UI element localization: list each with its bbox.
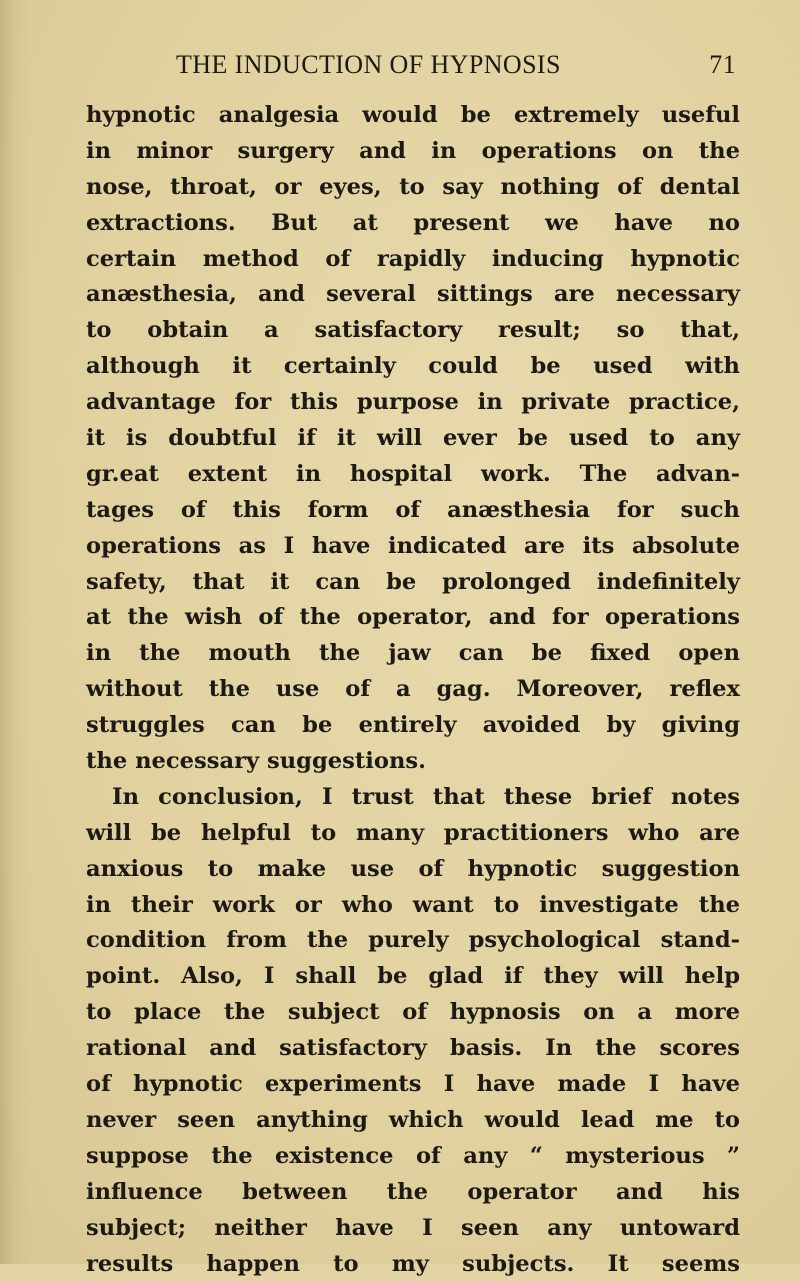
- text-line: hypnotic analgesia would be extremely useful: [86, 98, 740, 134]
- text-line: extractions. But at present we have no: [86, 206, 740, 242]
- text-line: certain method of rapidly inducing hypnotic: [86, 242, 740, 278]
- text-line: nose, throat, or eyes, to say nothing of dental: [86, 170, 740, 206]
- text-line: never seen anything which would lead me to: [86, 1103, 740, 1139]
- text-line: anxious to make use of hypnotic suggestion: [86, 852, 740, 888]
- chapter-title: THE INDUCTION OF HYPNOSIS: [176, 50, 561, 80]
- text-line: anæsthesia, and several sittings are necessary: [86, 277, 740, 313]
- text-line: without the use of a gag. Moreover, reflex: [86, 672, 740, 708]
- text-line: of hypnotic experiments I have made I have: [86, 1067, 740, 1103]
- text-line: safety, that it can be prolonged indefinitely: [86, 565, 740, 601]
- text-line: the necessary suggestions.: [86, 744, 740, 780]
- text-line: in their work or who want to investigate the: [86, 888, 740, 924]
- text-line: operations as I have indicated are its absolute: [86, 529, 740, 565]
- page-number: 71: [709, 50, 736, 80]
- paragraph: [86, 98, 740, 780]
- text-line: although it certainly could be used with: [86, 349, 740, 385]
- body-text: [86, 98, 740, 1282]
- text-line: advantage for this purpose in private practice,: [86, 385, 740, 421]
- text-line: struggles can be entirely avoided by giving: [86, 708, 740, 744]
- text-line: suppose the existence of any “ mysterious ”: [86, 1139, 740, 1175]
- text-line: influence between the operator and his: [86, 1175, 740, 1211]
- text-line: it is doubtful if it will ever be used to any: [86, 421, 740, 457]
- running-head: [176, 50, 736, 90]
- text-line: gr.eat extent in hospital work. The advan-: [86, 457, 740, 493]
- text-line: rational and satisfactory basis. In the scores: [86, 1031, 740, 1067]
- text-line: to place the subject of hypnosis on a more: [86, 995, 740, 1031]
- text-line: subject; neither have I seen any untoward: [86, 1211, 740, 1247]
- paragraph: [86, 780, 740, 1282]
- text-line: results happen to my subjects. It seems: [86, 1247, 740, 1282]
- text-line: condition from the purely psychological stand-: [86, 923, 740, 959]
- text-line: In conclusion, I trust that these brief notes: [86, 780, 740, 816]
- text-line: in minor surgery and in operations on the: [86, 134, 740, 170]
- text-line: tages of this form of anæsthesia for such: [86, 493, 740, 529]
- text-line: point. Also, I shall be glad if they will help: [86, 959, 740, 995]
- text-line: will be helpful to many practitioners who are: [86, 816, 740, 852]
- text-line: to obtain a satisfactory result; so that,: [86, 313, 740, 349]
- text-line: at the wish of the operator, and for operations: [86, 600, 740, 636]
- text-line: in the mouth the jaw can be fixed open: [86, 636, 740, 672]
